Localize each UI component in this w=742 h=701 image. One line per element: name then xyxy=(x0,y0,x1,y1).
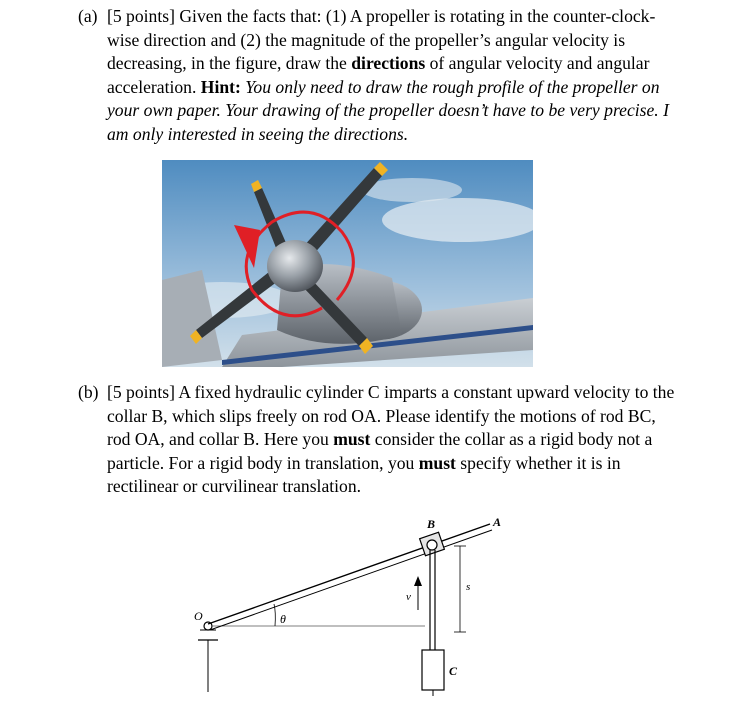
label-o: O xyxy=(194,609,203,623)
question-a-line-2: wise direction and (2) the magnitude of the propeller’s angular velocity is xyxy=(107,29,626,50)
label-v: v xyxy=(406,591,411,603)
label-a: A xyxy=(493,515,502,529)
question-b-line-1: [5 points] A fixed hydraulic cylinder C imparts a constant upward velocity to the xyxy=(107,382,675,402)
question-a-points: [5 points] xyxy=(107,6,175,26)
propeller-photo xyxy=(162,160,533,367)
cylinder-c xyxy=(422,650,444,690)
label-b: B xyxy=(427,517,436,531)
rod-oa-edge xyxy=(210,530,492,630)
question-a-line-6: am only interested in seeing the directions. xyxy=(107,123,409,144)
question-b-points: [5 points] xyxy=(107,382,175,402)
label-theta: θ xyxy=(280,612,286,626)
question-a-line-1: [5 points] Given the facts that: (1) A propeller is rotating in the counter-clock- xyxy=(107,6,656,26)
question-a-line-4: acceleration. Hint: You only need to draw the rough profile of the propeller on xyxy=(107,76,660,97)
propeller-illustration xyxy=(162,160,533,367)
must-emphasis: must xyxy=(333,429,371,449)
velocity-arrowhead xyxy=(414,576,422,586)
question-b-line-3: rod OA, and collar B. Here you must consider the collar as a rigid body not a xyxy=(107,429,653,449)
question-a-line-5: your own paper. Your drawing of the propeller doesn’t have to be very precise. I xyxy=(107,100,669,120)
question-b-label: (b) xyxy=(78,382,99,402)
label-s: s xyxy=(466,581,471,593)
question-b-line-5: rectilinear or curvilinear translation. xyxy=(107,476,362,496)
question-a-text xyxy=(107,5,669,146)
question-a-line-3: decreasing, in the figure, draw the directions of angular velocity and angular xyxy=(107,53,650,73)
question-b-text xyxy=(107,381,674,499)
question-b-line-2: collar B, which slips freely on rod OA. Please identify the motions of rod BC, xyxy=(107,405,656,426)
question-a-label: (a) xyxy=(78,6,98,26)
mechanism-diagram xyxy=(190,512,520,696)
directions-emphasis: directions xyxy=(351,53,426,73)
hint-label: Hint: xyxy=(200,76,241,97)
propeller-hub xyxy=(267,240,323,292)
label-c: C xyxy=(449,664,458,678)
collar-pin xyxy=(427,540,437,550)
rod-oa xyxy=(208,524,490,624)
must-emphasis-2: must xyxy=(418,452,456,473)
question-b-line-4: particle. For a rigid body in translation, you must specify whether it is in xyxy=(107,452,621,473)
mechanism-svg xyxy=(190,512,520,696)
